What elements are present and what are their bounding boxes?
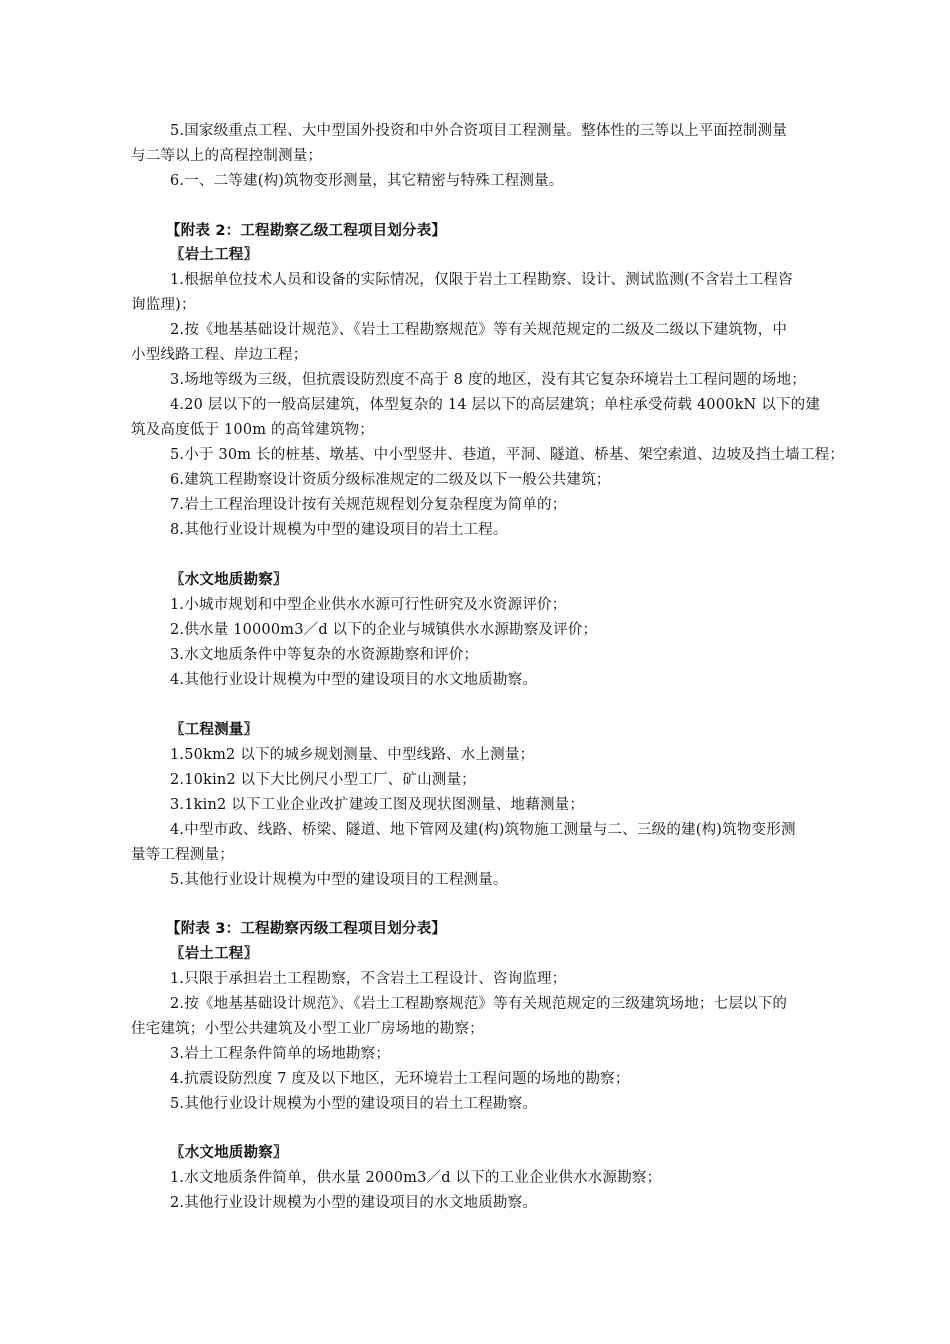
subsection-heading: 〖水文地质勘察〗 <box>170 1145 288 1161</box>
paragraph-line: 3.岩土工程条件简单的场地勘察； <box>170 1046 391 1062</box>
subsection-heading: 〖岩土工程〗 <box>170 247 259 263</box>
paragraph-line: 3.场地等级为三级，但抗震设防烈度不高于 8 度的地区，没有其它复杂环境岩土工程问题的场地； <box>170 372 806 388</box>
paragraph-line: 6.一、二等建(构)筑物变形测量，其它精密与特殊工程测量。 <box>170 173 564 189</box>
paragraph-line: 4.抗震设防烈度 7 度及以下地区，无环境岩土工程问题的场地的勘察； <box>170 1071 630 1087</box>
paragraph-line: 5.小于 30m 长的桩基、墩基、中小型竖井、巷道，平洞、隧道、桥基、架空索道、边坡及挡土墙工程； <box>170 447 845 463</box>
paragraph-line: 4.中型市政、线路、桥梁、隧道、地下管网及建(构)筑物施工测量与二、三级的建(构)筑物变形测 <box>170 822 796 838</box>
paragraph-line: 筑及高度低于 100m 的高耸建筑物； <box>131 422 374 438</box>
subsection-heading: 〖水文地质勘察〗 <box>170 572 288 588</box>
paragraph-line: 2.按《地基基础设计规范》、《岩土工程勘察规范》等有关规范规定的二级及二级以下建筑物，中 <box>170 322 788 338</box>
paragraph-line: 4.20 层以下的一般高层建筑，体型复杂的 14 层以下的高层建筑；单柱承受荷载 4000kN 以下的建 <box>170 397 821 413</box>
paragraph-line: 2.其他行业设计规模为小型的建设项目的水文地质勘察。 <box>170 1195 538 1211</box>
paragraph-line: 5.其他行业设计规模为小型的建设项目的岩土工程勘察。 <box>170 1096 538 1112</box>
paragraph-line: 住宅建筑；小型公共建筑及小型工业厂房场地的勘察； <box>131 1021 484 1037</box>
paragraph-line: 1.只限于承担岩土工程勘察，不含岩土工程设计、咨询监理； <box>170 971 567 987</box>
paragraph-line: 7.岩土工程治理设计按有关规范规程划分复杂程度为简单的； <box>170 497 567 513</box>
paragraph-line: 1.水文地质条件简单，供水量 2000m3／d 以下的工业企业供水水源勘察； <box>170 1170 662 1186</box>
paragraph-line: 6.建筑工程勘察设计资质分级标准规定的二级及以下一般公共建筑； <box>170 472 611 488</box>
paragraph-line: 5.国家级重点工程、大中型国外投资和中外合资项目工程测量。整体性的三等以上平面控制测量 <box>170 123 787 139</box>
paragraph-line: 3.水文地质条件中等复杂的水资源勘察和评价； <box>170 647 479 663</box>
paragraph-line: 3.1kin2 以下工业企业改扩建竣工图及现状图测量、地藉测量； <box>170 797 585 813</box>
subsection-heading: 〖工程测量〗 <box>170 722 259 738</box>
paragraph-line: 2.10kin2 以下大比例尺小型工厂、矿山测量； <box>170 772 476 788</box>
section-title: 【附表 2：工程勘察乙级工程项目划分表】 <box>166 223 447 239</box>
paragraph-line: 4.其他行业设计规模为中型的建设项目的水文地质勘察。 <box>170 672 538 688</box>
paragraph-line: 1.小城市规划和中型企业供水水源可行性研究及水资源评价； <box>170 597 567 613</box>
paragraph-line: 与二等以上的高程控制测量； <box>131 148 323 164</box>
paragraph-line: 8.其他行业设计规模为中型的建设项目的岩土工程。 <box>170 522 508 538</box>
paragraph-line: 量等工程测量； <box>131 847 234 863</box>
paragraph-line: 小型线路工程、岸边工程； <box>131 347 308 363</box>
paragraph-line: 询监理)； <box>131 297 196 313</box>
section-title: 【附表 3：工程勘察丙级工程项目划分表】 <box>166 921 447 937</box>
paragraph-line: 1.根据单位技术人员和设备的实际情况，仅限于岩土工程勘察、设计、测试监测(不含岩土工程咨 <box>170 272 793 288</box>
paragraph-line: 1.50km2 以下的城乡规划测量、中型线路、水上测量； <box>170 747 535 763</box>
paragraph-line: 5.其他行业设计规模为中型的建设项目的工程测量。 <box>170 872 508 888</box>
subsection-heading: 〖岩土工程〗 <box>170 946 259 962</box>
paragraph-line: 2.供水量 10000m3／d 以下的企业与城镇供水水源勘察及评价； <box>170 622 598 638</box>
paragraph-line: 2.按《地基基础设计规范》、《岩土工程勘察规范》等有关规范规定的三级建筑场地；七层以下的 <box>170 996 788 1012</box>
